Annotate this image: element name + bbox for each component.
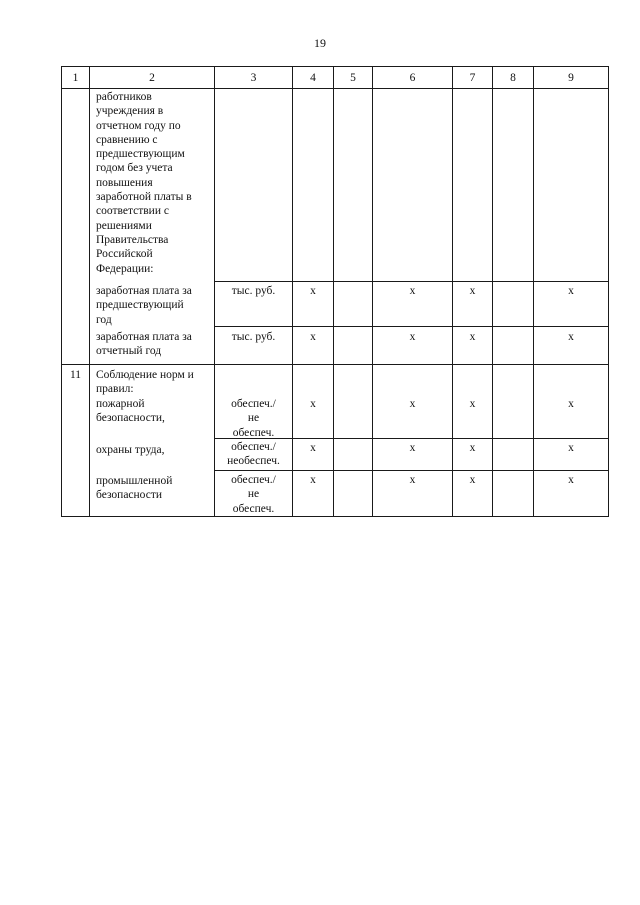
value-cell: x: [568, 442, 574, 454]
value-cell: x: [310, 398, 316, 410]
page-number: 19: [314, 36, 326, 50]
column-divider: [333, 66, 334, 517]
table-border-top: [61, 66, 609, 67]
column-divider: [492, 66, 493, 517]
row-description: Соблюдение норм и правил: пожарной безопасности,: [96, 369, 194, 424]
row-description: заработная плата за отчетный год: [96, 331, 192, 358]
row-divider: [214, 326, 609, 327]
unit-cell: тыс. руб.: [231, 285, 276, 297]
value-cell: x: [310, 442, 316, 454]
header-cell: 2: [149, 72, 155, 84]
row-divider: [214, 470, 609, 471]
value-cell: x: [409, 474, 416, 486]
row-description: охраны труда,: [96, 444, 165, 456]
value-cell: x: [409, 442, 416, 454]
value-cell: x: [409, 398, 416, 410]
unit-cell: обеспеч./ не обеспеч.: [231, 474, 276, 515]
column-divider: [89, 66, 90, 517]
value-cell: x: [568, 285, 574, 297]
table-border-right: [608, 66, 609, 517]
row-divider: [61, 364, 609, 365]
header-cell: 8: [510, 72, 516, 84]
row-description: работников учреждения в отчетном году по сравнению с предшествующим годом без учета повышения заработной платы в соответствии с решениями Правительства Российской Федерации:: [96, 91, 192, 275]
header-cell: 9: [568, 72, 574, 84]
value-cell: x: [469, 331, 476, 343]
header-cell: 3: [250, 72, 257, 84]
value-cell: x: [469, 285, 476, 297]
value-cell: x: [568, 398, 574, 410]
value-cell: x: [409, 331, 416, 343]
value-cell: x: [310, 474, 316, 486]
value-cell: x: [568, 474, 574, 486]
value-cell: x: [469, 398, 476, 410]
header-cell: 4: [310, 72, 316, 84]
unit-cell: обеспеч./ необеспеч.: [227, 441, 280, 468]
table-header-divider: [61, 88, 609, 89]
column-divider: [61, 66, 62, 517]
header-cell: 5: [350, 72, 356, 84]
header-cell: 7: [469, 72, 476, 84]
table-border-bottom: [61, 516, 609, 517]
value-cell: x: [469, 442, 476, 454]
header-cell: 6: [409, 72, 416, 84]
value-cell: x: [469, 474, 476, 486]
unit-cell: обеспеч./ не обеспеч.: [231, 398, 276, 439]
row-number: 11: [69, 369, 82, 381]
row-divider: [214, 281, 609, 282]
unit-cell: тыс. руб.: [231, 331, 276, 343]
value-cell: x: [310, 331, 316, 343]
header-cell: 1: [72, 72, 79, 84]
row-description: промышленной безопасности: [96, 475, 173, 502]
row-description: заработная плата за предшествующий год: [96, 285, 192, 326]
value-cell: x: [568, 331, 574, 343]
value-cell: x: [409, 285, 416, 297]
value-cell: x: [310, 285, 316, 297]
